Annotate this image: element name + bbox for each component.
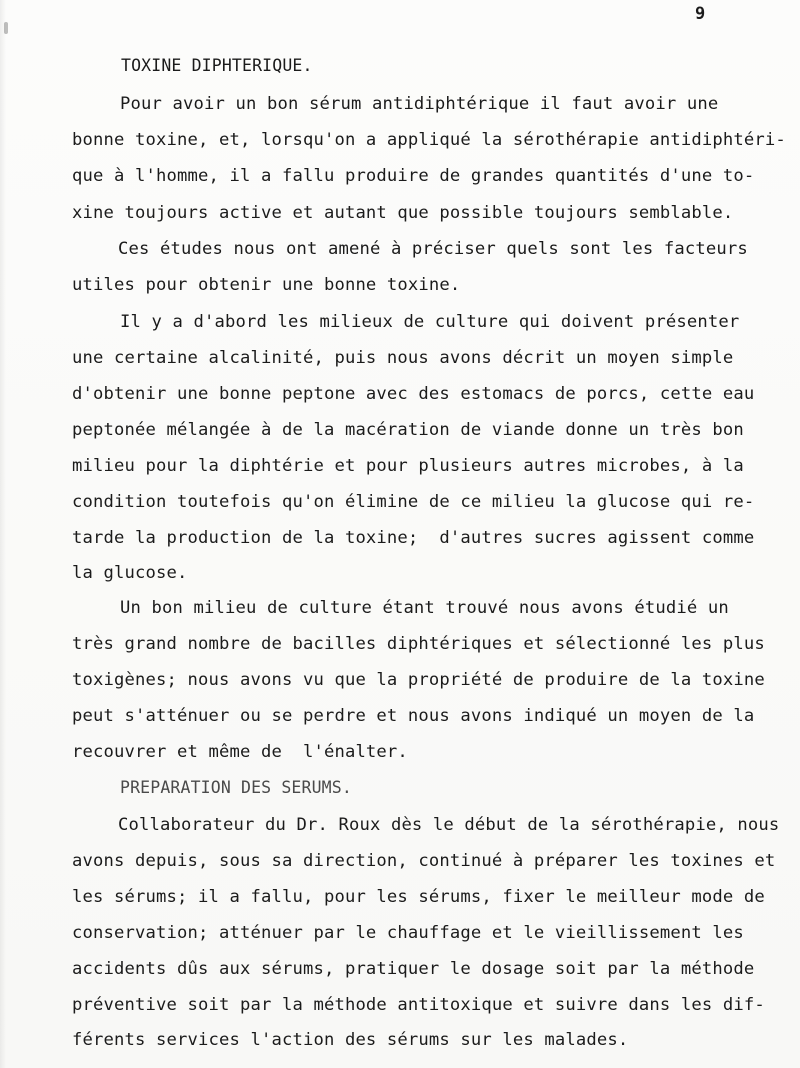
text-line: férents services l'action des sérums sur les malades. — [72, 1030, 629, 1050]
text-line: Il y a d'abord les milieux de culture qui doivent présenter — [120, 312, 740, 332]
text-line: les sérums; il a fallu, pour les sérums, fixer le meilleur mode de — [72, 887, 765, 907]
text-line: très grand nombre de bacilles diphtériques et sélectionné les plus — [72, 634, 765, 654]
text-line: Un bon milieu de culture étant trouvé nous avons étudié un — [120, 598, 729, 618]
text-line: peut s'atténuer ou se perdre et nous avons indiqué un moyen de la — [72, 706, 755, 726]
text-line: tarde la production de la toxine; d'autres sucres agissent comme — [72, 528, 755, 548]
text-line: recouvrer et même de l'énalter. — [72, 742, 408, 762]
section-title-preparation: PREPARATION DES SERUMS. — [120, 778, 352, 797]
text-line: avons depuis, sous sa direction, continué à préparer les toxines et — [72, 851, 776, 871]
text-line: Ces études nous ont amené à préciser quels sont les facteurs — [118, 239, 748, 259]
section-title-toxine: TOXINE DIPHTERIQUE. — [121, 56, 313, 75]
text-line: préventive soit par la méthode antitoxique et suivre dans les dif- — [72, 995, 765, 1015]
text-line: xine toujours active et autant que possible toujours semblable. — [72, 203, 734, 223]
text-line: Pour avoir un bon sérum antidiphtérique il faut avoir une — [120, 94, 719, 114]
text-line: la glucose. — [72, 563, 188, 583]
text-line: milieu pour la diphtérie et pour plusieurs autres microbes, à la — [72, 456, 744, 476]
text-line: toxigènes; nous avons vu que la propriété de produire de la toxine — [72, 670, 765, 690]
text-line: utiles pour obtenir une bonne toxine. — [72, 275, 461, 295]
text-line: Collaborateur du Dr. Roux dès le début de la sérothérapie, nous — [118, 815, 780, 835]
text-line: condition toutefois qu'on élimine de ce milieu la glucose qui re- — [72, 492, 755, 512]
text-line: bonne toxine, et, lorsqu'on a appliqué la sérothérapie antidiphtéri- — [72, 130, 786, 150]
text-line: d'obtenir une bonne peptone avec des estomacs de porcs, cette eau — [72, 384, 755, 404]
text-line: conservation; atténuer par le chauffage et le vieillissement les — [72, 923, 744, 943]
scan-edge-mark — [4, 22, 8, 34]
text-line: une certaine alcalinité, puis nous avons décrit un moyen simple — [72, 348, 734, 368]
text-line: que à l'homme, il a fallu produire de grandes quantités d'une to- — [72, 166, 755, 186]
text-line: peptonée mélangée à de la macération de viande donne un très bon — [72, 420, 744, 440]
text-line: accidents dûs aux sérums, pratiquer le dosage soit par la méthode — [72, 959, 755, 979]
page-number: 9 — [695, 4, 706, 24]
